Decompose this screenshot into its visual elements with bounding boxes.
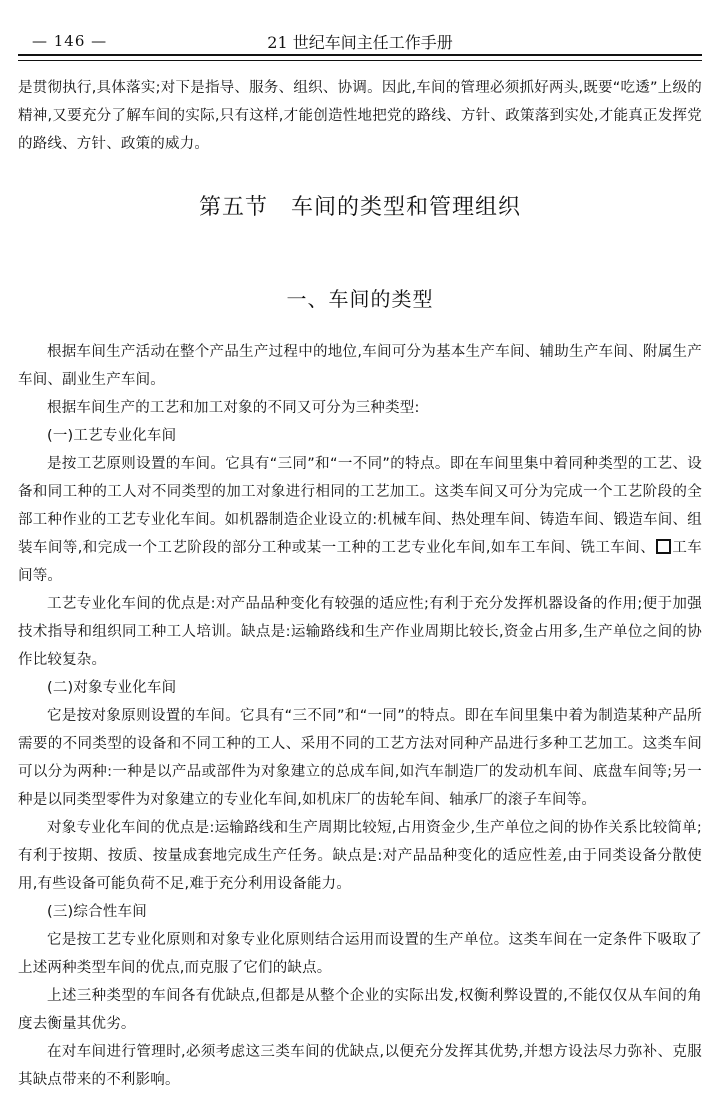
subheading-comprehensive-workshop: (三)综合性车间 [47,904,147,920]
running-title: 21 世纪车间主任工作手册 [267,33,453,52]
paragraph-workshop-categories: 根据车间生产活动在整个产品生产过程中的地位,车间可分为基本生产车间、辅助生产车间、附属生产车间、副业生产车间。 [18,344,702,388]
paragraph-process-workshop-pros-cons: 工艺专业化车间的优点是:对产品品种变化有较强的适应性;有利于充分发挥机器设备的作用;便于加强技术指导和组织同工种工人培训。缺点是:运输路线和生产作业周期比较长,资金占用多,生产单位之间的协作比较复杂。 [18,596,702,668]
paragraph-object-workshop: 它是按对象原则设置的车间。它具有“三不同”和“一同”的特点。即在车间里集中着为制造某种产品所需要的不同类型的设备和不同工种的工人、采用不同的工艺方法对同种产品进行多种工艺加工。这类车间可以分为两种:一种是以产品或部件为对象建立的总成车间,如汽车制造厂的发动机车间、底盘车间等;另一种是以同类型零件为对象建立的专业化车间,如机床厂的齿轮车间、轴承厂的滚子车间等。 [18,708,702,808]
intro-paragraph: 是贯彻执行,具体落实;对下是指导、服务、组织、协调。因此,车间的管理必须抓好两头,既要“吃透”上级的精神,又要充分了解车间的实际,只有这样,才能创造性地把党的路线、方针、政策落到实处,才能真正发挥党的路线、方针、政策的威力。 [18,80,702,152]
paragraph-process-workshop [18,450,702,590]
paragraph-process-workshop-tail: 工车间等。 [18,540,703,584]
header-rule [18,54,702,61]
paragraph-object-workshop-pros-cons: 对象专业化车间的优点是:运输路线和生产周期比较短,占用资金少,生产单位之间的协作关系比较简单;有利于按期、按质、按量成套地完成生产任务。缺点是:对产品品种变化的适应性差,由于同类设备分散使用,有些设备可能负荷不足,难于充分利用设备能力。 [18,820,702,892]
paragraph-comprehensive-workshop: 它是按工艺专业化原则和对象专业化原则结合运用而设置的生产单位。这类车间在一定条件下吸取了上述两种类型车间的优点,而克服了它们的缺点。 [18,932,702,976]
paragraph-three-types-intro: 根据车间生产的工艺和加工对象的不同又可分为三种类型: [47,400,420,416]
paragraph-process-workshop-text: 是按工艺原则设置的车间。它具有“三同”和“一不同”的特点。即在车间里集中着同种类型的工艺、设备和同工种的工人对不同类型的加工对象进行相同的工艺加工。这类车间又可分为完成一个工艺阶段的全部工种作业的工艺专业化车间。如机器制造企业设立的:机械车间、热处理车间、铸造车间、锻造车间、组装车间等,和完成一个工艺阶段的部分工种或某一工种的工艺专业化车间,如车工车间、铣工车间、 [18,456,702,556]
subheading-object-workshop: (二)对象专业化车间 [47,680,177,696]
body-text [18,338,702,1094]
missing-glyph-box-icon [656,539,671,554]
subheading-process-workshop: (一)工艺专业化车间 [47,428,177,444]
paragraph-management-advice: 在对车间进行管理时,必须考虑这三类车间的优缺点,以便充分发挥其优势,并想方设法尽力弥补、克服其缺点带来的不利影响。 [18,1044,702,1088]
intro-paragraph-block [18,74,702,158]
paragraph-summary: 上述三种类型的车间各有优缺点,但都是从整个企业的实际出发,权衡利弊设置的,不能仅仅从车间的角度去衡量其优劣。 [18,988,702,1032]
section-title: 第五节 车间的类型和管理组织 [198,195,521,220]
subsection-title: 一、车间的类型 [286,287,434,311]
page-header [18,30,702,50]
page-number: — 146 — [32,32,108,50]
